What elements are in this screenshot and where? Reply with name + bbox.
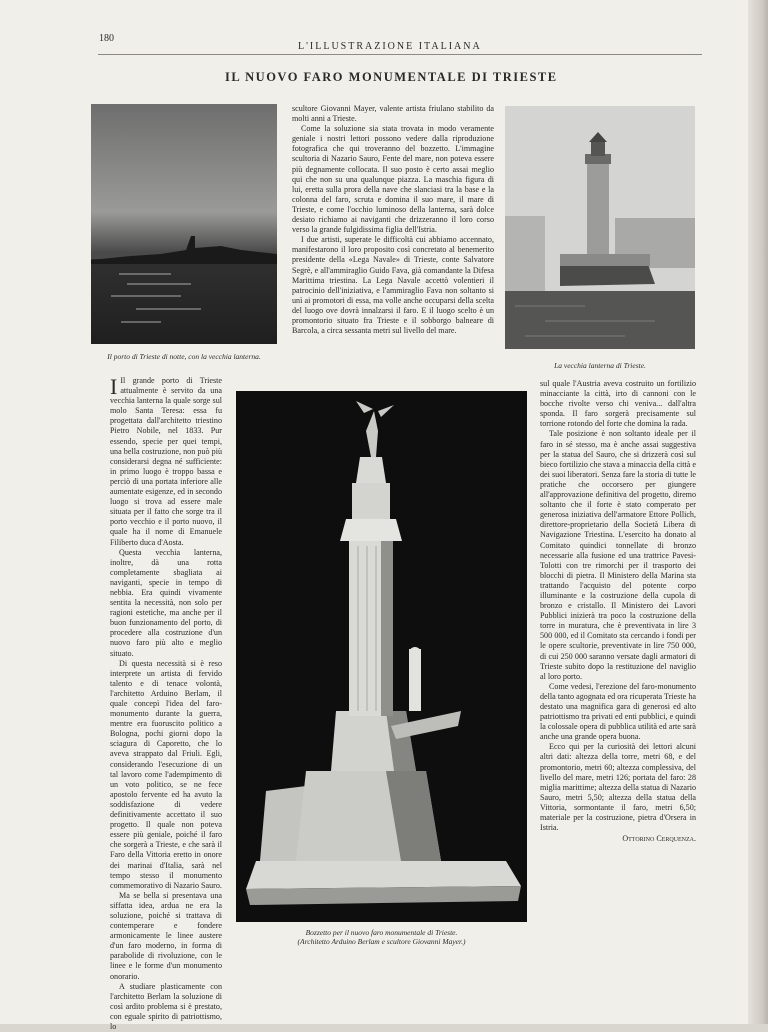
- paragraph: sul quale l'Austria aveva costruito un fortilizio minacciante la città, irto di cannoni con le bocche rivolte verso chi veniva... dall'altra sponda. Il faro sorgerà precisamente sul torrione rotondo del forte che domina la rada.: [540, 379, 696, 429]
- article-title: IL NUOVO FARO MONUMENTALE DI TRIESTE: [225, 70, 558, 84]
- paragraph: A studiare plasticamente con l'architetto Berlam la soluzione di così ardito problema si è prestato, con eguale spirito di patriottismo, lo: [110, 981, 222, 1031]
- night-harbour-photo: [91, 104, 277, 344]
- left-photo-caption: Il porto di Trieste di notte, con la vecchia lanterna.: [107, 352, 261, 361]
- right-photo-caption: La vecchia lanterna di Trieste.: [554, 361, 646, 370]
- paragraph: Ma se bella si presentava una siffatta idea, ardua ne era la soluzione, poiché si trattava di contemperare e fondere armonicamente le linee austere d'un faro moderno, in forma di parabolide di rivoluzione, con le linee e le forme d'un monumento onorario.: [110, 890, 222, 981]
- running-head: L'ILLUSTRAZIONE ITALIANA: [298, 41, 482, 52]
- page-edge: [748, 0, 768, 1024]
- paragraph: Tale posizione è non soltanto ideale per il faro in sé stesso, ma è anche assai suggestiva per la statua del Sauro, che si drizzerà così sul bieco fortilizio che stava a minaccia della città e dei suoi liberatori. Senza fare la storia di tutte le pratiche che occorsero per giungere all'approvazione definitiva del progetto, diremo soltanto che il forte è stato comperato per generosa iniziativa dell'armatore Ettore Pollich, direttore-proprietario della Società Libera di Navigazione Triestina. L'esercito ha donato al Comitato quindici tonnellate di bronzo necessarie alla fusione ed una trattrice Pavesi-Tolotti con tre rimorchi per il trasporto dei blocchi di pietra. Il Ministero della Marina sta trattando l'acquisto del potente corpo illuminante e la costruzione della cupola di bronzo e cristallo. Il Ministero dei Lavori Pubblici inizierà tra poco la costruzione della torre in muratura, che è preventivata in lire 3 500 000, ed il Comitato sta cercando i fondi per le opere scultorie, preventivate in lire 750 000, di cui 250 000 saranno versate dagli armatori di Trieste subito dopo la restituzione del naviglio al loro porto.: [540, 429, 696, 681]
- header-rule: [98, 54, 702, 55]
- drop-cap: I: [110, 374, 118, 399]
- lighthouse-model-photo: [236, 391, 527, 922]
- paragraph: Di questa necessità si è reso interprete un artista di fervido talento e di tenace volontà, l'architetto Arduino Berlam, il quale concepì l'idea del faro-monumento durante la guerra, mentre era fuoruscito politico a Bologna, pochi giorni dopo la sciagura di Caporetto, che lo aveva strappato dal Friuli. Egli, considerando l'esecuzione di un tal lavoro come l'adempimento di un voto politico, se ne fece apostolo fervente ed ha avuto la soddisfazione di vedere definitivamente accettato il suo progetto. Il quale non poteva essere più geniale, poiché il faro che sorgerà a Trieste, e che sarà il Faro della Vittoria eretto in onore dei marinai d'Italia, sarà nel tempo stesso il monumento commemorativo di Nazario Sauro.: [110, 658, 222, 890]
- paragraph: Ecco qui per la curiosità dei lettori alcuni altri dati: altezza della torre, metri 68, e del promontorio, metri 60; altezza complessiva, del livello del mare, metri 126; portata del faro: 28 miglia marittime; altezza della statua di Nazario Sauro, metri 5,50; altezza della statua della Vittoria, sormontante il faro, metri 6,50; materiale per la costruzione, pietra d'Orsera in Istria.: [540, 742, 696, 833]
- paragraph: scultore Giovanni Mayer, valente artista friulano stabilito da molti anni a Trieste.: [292, 104, 494, 124]
- old-lantern-photo: [505, 106, 695, 349]
- center-photo-caption: [236, 928, 527, 946]
- top-center-column: [292, 104, 494, 370]
- left-column: [110, 374, 222, 1031]
- right-column: [540, 379, 696, 959]
- paragraph: I due artisti, superate le difficoltà cui abbiamo accennato, manifestarono il loro proposito così concretato al benemerito presidente della «Lega Navale» di Trieste, conte Salvatore Segrè, e all'ammiraglio Guido Fava, già comandante la Difesa Marittima triestina. La Lega Navale accettò volentieri il patrocinio dell'iniziativa, e l'ammiraglio Fava non soltanto si unì ai promotori di essa, ma volle anche occuparsi della scelta del luogo ove dovrà innalzarsi il faro. E il luogo scelto è un promontorio situato fra Trieste e il sobborgo balneare di Barcola, a circa sessanta metri sul livello del mare.: [292, 235, 494, 336]
- caption-line: (Architetto Arduino Berlam e scultore Giovanni Mayer.): [297, 937, 466, 946]
- page-number: 180: [99, 33, 114, 44]
- paragraph: Come la soluzione sia stata trovata in modo veramente geniale i nostri lettori possono vedere dalla riproduzione fotografica che qui troveranno del bozzetto. L'immagine scultoria di Nazario Sauro, Fente del mare, non poteva essere più degnamente collocata. Il suo posto è certo assai meglio qui che non su una qualunque piazza. La maschia figura di lui, eretta sulla prora della nave che slanciasi tra la base e la colonna del faro, scruta e domina il suo mare, il mare di Trieste, e come l'occhio luminoso della lanterna, sarà dolce desiato richiamo ai naviganti che drizzeranno il loro corso verso la grande fulgidissima figlia dell'Istria.: [292, 124, 494, 235]
- paragraph: [110, 376, 222, 548]
- paragraph: Questa vecchia lanterna, inoltre, dà una rotta completamente sbagliata ai naviganti, specie in tempo di nebbia. Era quindi vivamente sentita la necessità, non solo per ragioni estetiche, ma anche per il buon funzionamento del porto, di procedere alla costruzione d'un nuovo faro più alto e meglio situato.: [110, 547, 222, 658]
- paragraph: Come vedesi, l'erezione del faro-monumento della tanto agognata ed ora ricuperata Trieste ha destato una magnifica gara di generosi ed alto patriottismo tra privati ed enti pubblici, e quindi la colossale opera di pubblica utilità ed arte sarà anche una grande opera buona.: [540, 681, 696, 742]
- paragraph-text: Il grande porto di Trieste attualmente è servito da una vecchia lanterna la quale sorge sul molo Santa Teresa: essa fu progettata dall'architetto triestino Pietro Nobile, nel 1833. Pur essendo, specie per quei tempi, una bella costruzione, non può più considerarsi degna né sufficiente: in primo luogo è troppo bassa e perciò di una portata inferiore alle aumentate esigenze, ed in secondo luogo si trova ad essere male situata per il fatto che sorge tra il porto vecchio e il porto nuovo, il quale ha il nome di Emanuele Filiberto duca d'Aosta.: [110, 376, 222, 547]
- caption-line: Bozzetto per il nuovo faro monumentale di Trieste.: [305, 928, 458, 937]
- author-signature: Ottorino Cerquenza.: [622, 834, 696, 844]
